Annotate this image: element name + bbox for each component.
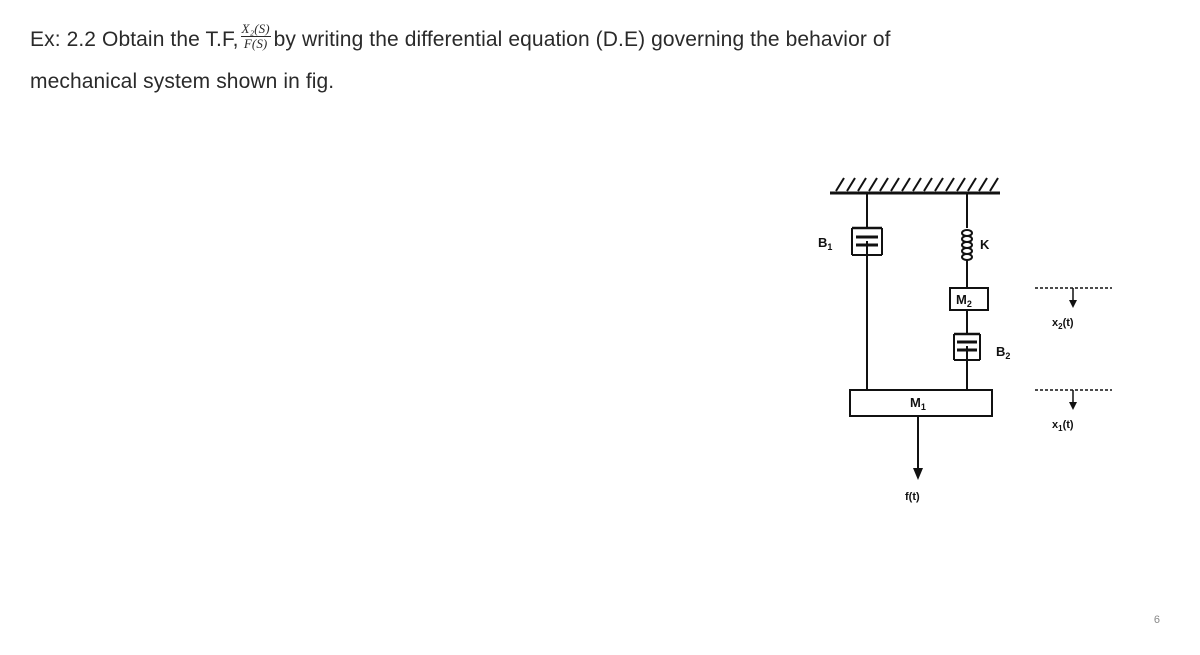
question-line-2-text: mechanical system shown in fig. xyxy=(30,70,335,93)
damper-b2 xyxy=(954,310,980,390)
damper-b1 xyxy=(852,193,882,390)
mass-m2-label: $M_2$ xyxy=(956,292,972,309)
displacement-x2-label: $x_2(t)$ xyxy=(1052,317,1074,331)
question-prefix: Ex: 2.2 Obtain the T.F, xyxy=(30,28,239,51)
fixed-ceiling xyxy=(830,178,1000,193)
spring-k xyxy=(962,193,972,288)
damper-b2-label: $B_2$ xyxy=(996,344,1011,361)
fraction-numerator: X₂(S) xyxy=(241,20,270,36)
displacement-x1-label: $x_1(t)$ xyxy=(1052,419,1074,433)
spring-k-label: K xyxy=(980,237,990,252)
question-suffix: by writing the differential equation (D.E) governing the behavior of xyxy=(273,28,891,51)
mass-m1-label: $M_1$ xyxy=(910,395,926,412)
force-arrow xyxy=(913,416,923,480)
page-number: 6 xyxy=(1153,614,1160,626)
fraction-denominator: F(S) xyxy=(243,35,268,51)
displacement-x1-indicator xyxy=(1035,390,1112,410)
damper-b1-label: $B_1$ xyxy=(818,235,833,252)
displacement-x2-indicator xyxy=(1035,288,1112,308)
force-label: f(t) xyxy=(905,491,920,503)
